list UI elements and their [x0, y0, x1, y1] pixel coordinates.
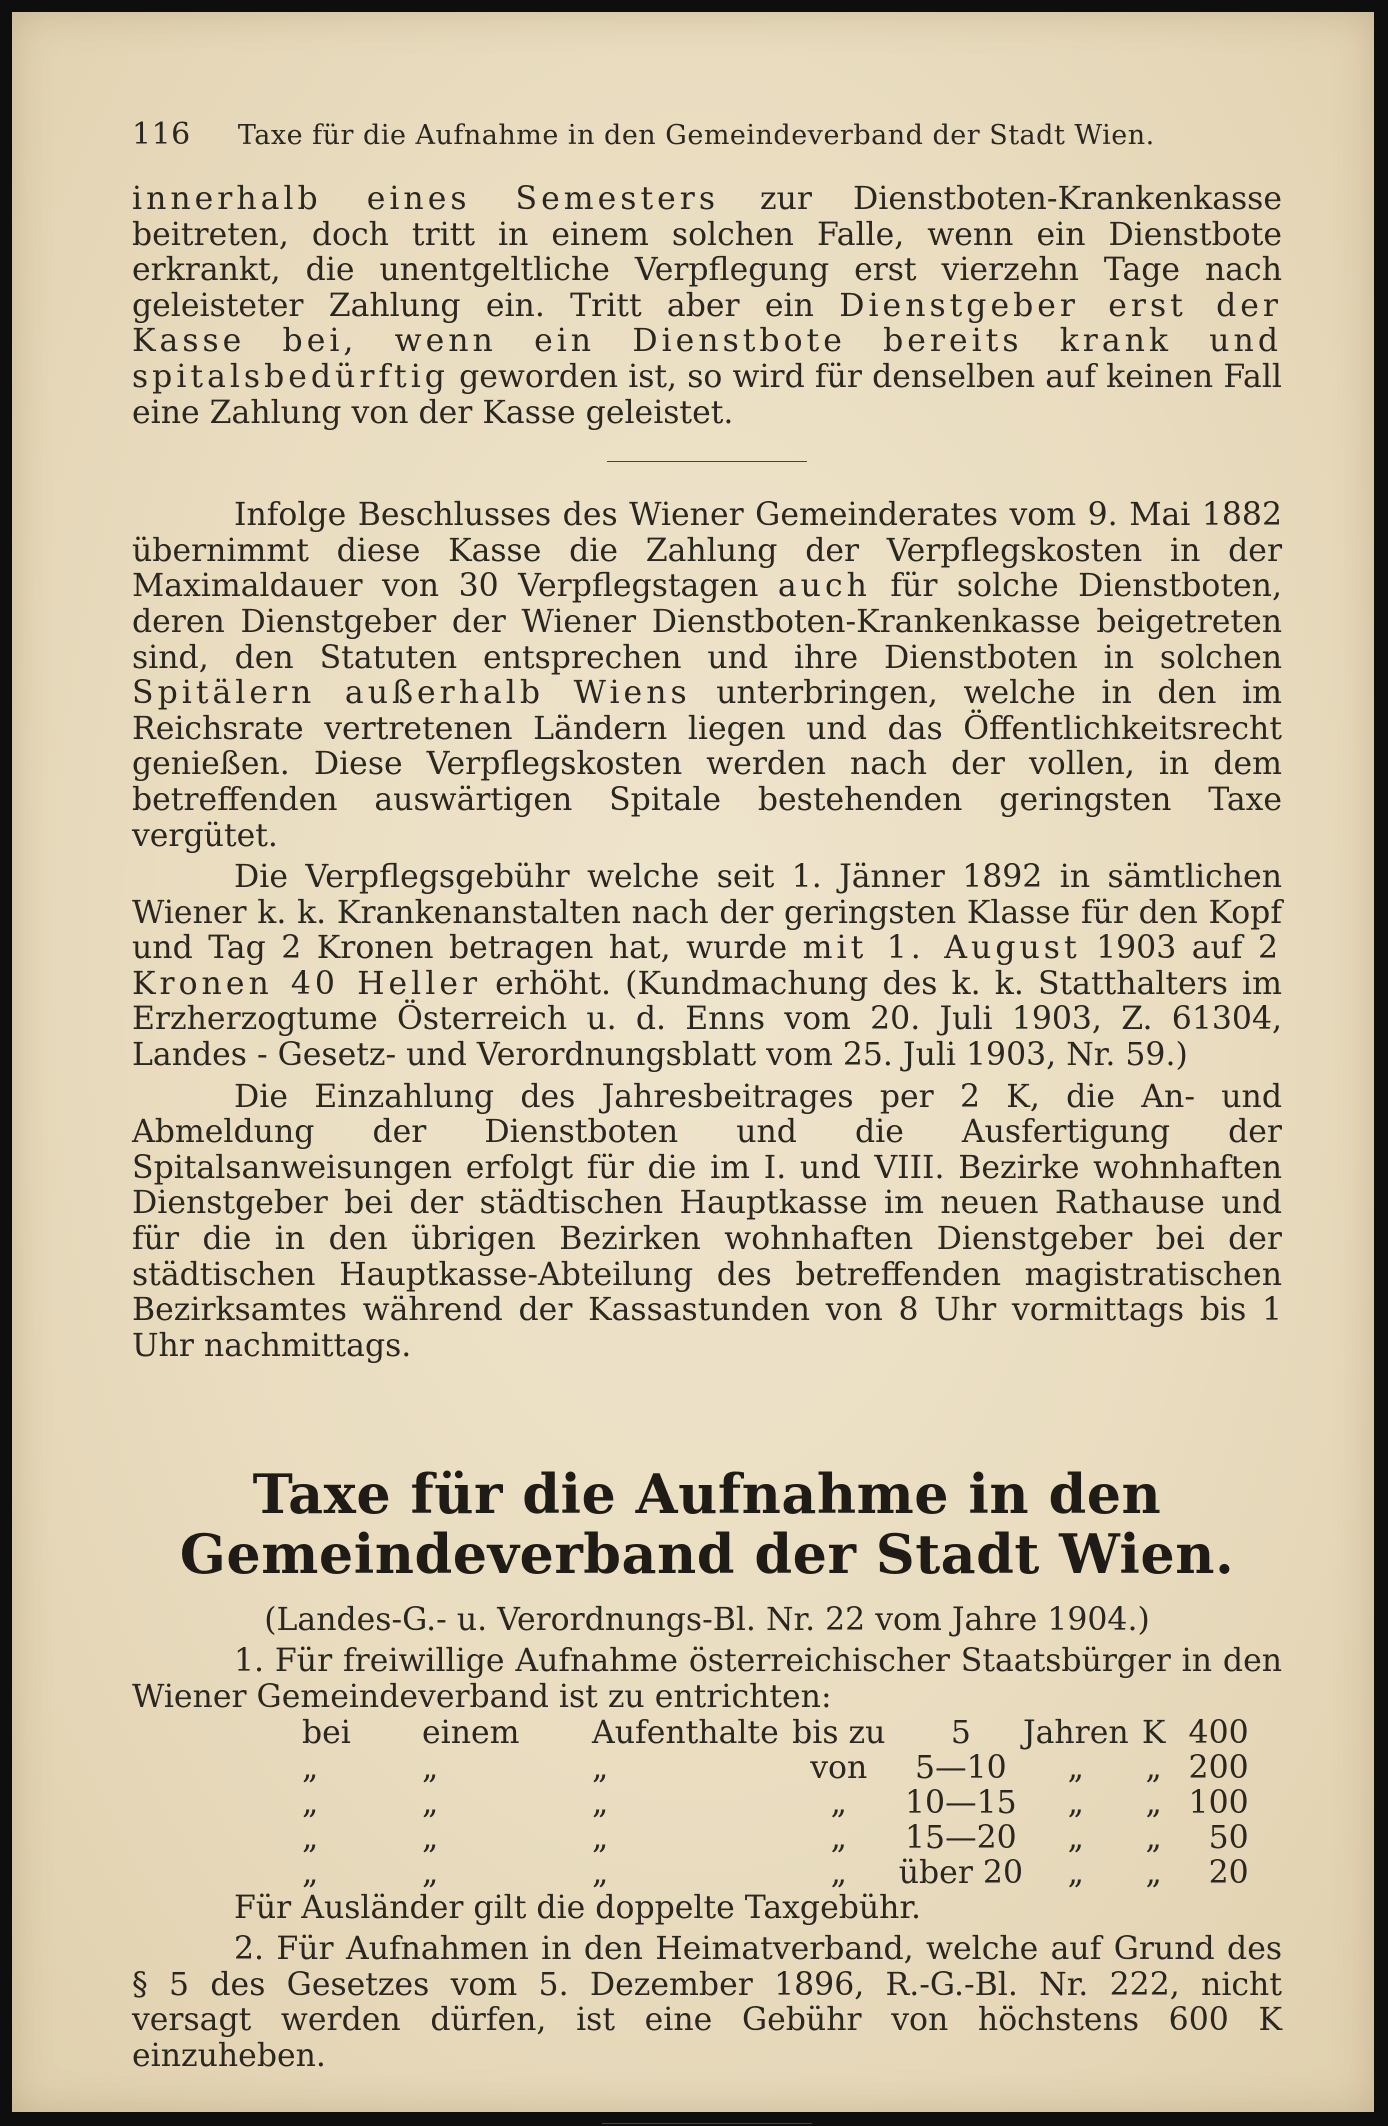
section-title: Taxe für die Aufnahme in den Gemeindeverband der Stadt Wien. — [179, 1462, 1235, 1587]
text-run: zur Dienstboten-Krankenkasse beitreten, doch tritt in einem solchen Falle, wenn ein Dienstbote erkrankt, die unentgeltliche Verpflegung erst vierzehn Tage nach geleisteter Zahlung ein. Tritt aber ein — [132, 181, 1282, 324]
table-cell: „ — [422, 1819, 439, 1856]
book-page — [12, 12, 1374, 2112]
text-run: für solche Dienstboten, deren Dienstgeber der Wiener Dienstboten-Krankenkasse beigetreten sind, den Statuten entsprechen und ihre Dienstboten in solchen — [132, 568, 1282, 676]
item-2: 2. Für Aufnahmen in den Heimatverband, welche auf Grund des § 5 des Gesetzes vom 5. Dezember 1896, R.-G.-Bl. Nr. 222, nicht versagt werden dürfen, ist eine Gebühr von höchstens 600 K einzuheben. — [132, 1931, 1282, 2074]
table-cell: „ — [422, 1854, 439, 1891]
table-cell: „ — [1145, 1749, 1162, 1786]
table-cell: bei — [302, 1714, 351, 1751]
table-cell: „ — [1067, 1819, 1084, 1856]
spaced-text: auch — [777, 568, 871, 605]
table-cell: „ — [1145, 1854, 1162, 1891]
table-cell: Jahren — [1022, 1714, 1129, 1751]
table-cell: Aufenthalte — [592, 1714, 779, 1751]
table-row — [302, 1821, 1249, 1856]
paragraph-1 — [132, 182, 1282, 431]
text-run: 1903 auf — [1080, 930, 1258, 967]
table-row — [302, 1786, 1249, 1821]
page-body — [132, 182, 1282, 2124]
table-cell: 15—20 — [905, 1819, 1017, 1856]
table-cell: „ — [422, 1784, 439, 1821]
table-cell: 10—15 — [905, 1784, 1017, 1821]
table-cell: „ — [830, 1784, 847, 1821]
table-cell: 50 — [1208, 1819, 1249, 1856]
paragraph-3 — [132, 860, 1282, 1074]
text-run: geworden ist, so wird für denselben auf keinen Fall eine Zahlung von der Kasse geleistet. — [132, 358, 1282, 431]
table-cell: „ — [302, 1819, 319, 1856]
spaced-text: Dienstgeber erst der Kasse bei, wenn ein Dienstbote bereits krank und spitalsbedürftig — [132, 287, 1282, 395]
paragraph-4: Die Einzahlung des Jahresbeitrages per 2 K, die An- und Abmeldung der Dienstboten und die Ausfertigung der Spitalsanweisungen erfolgt für die im I. und VIII. Bezirke wohnhaften Dienstgeber bei der städtischen Hauptkasse im neuen Rathause und für die in den übrigen Bezirken wohnhaften Dienstgeber bei der städtischen Hauptkasse-Abteilung des betreffenden magistratischen Bezirksamtes während der Kassastunden von 8 Uhr vormittags bis 1 Uhr nachmittags. — [132, 1078, 1282, 1364]
table-cell: bis zu — [792, 1714, 886, 1751]
text-run: unterbringen, welche in den im Reichsrate vertretenen Ländern liegen und das Öffentlichkeitsrecht genießen. Diese Verpflegskosten werden nach der vollen, in dem betreffenden auswärtigen Spitale bestehenden geringsten Taxe vergütet. — [132, 675, 1282, 854]
paragraph-2 — [132, 498, 1282, 854]
text-run: Infolge Beschlusses des Wiener Gemeinderates vom 9. Mai 1882 übernimmt diese Kasse die Zahlung der Verpflegskosten in der Maximaldauer von 30 Verpflegstagen — [132, 497, 1282, 605]
table-cell: „ — [1145, 1819, 1162, 1856]
table-cell: 200 — [1188, 1749, 1249, 1786]
tax-table — [302, 1716, 1249, 1891]
table-cell: „ — [302, 1854, 319, 1891]
table-cell: „ — [830, 1854, 847, 1891]
table-cell: „ — [592, 1819, 609, 1856]
spaced-text: 2 Kronen 40 Heller — [132, 930, 1282, 1002]
source-note: (Landes-G.- u. Verordnungs-Bl. Nr. 22 vom Jahre 1904.) — [264, 1602, 1150, 1639]
running-header — [132, 117, 1282, 152]
spaced-text: innerhalb eines Semesters — [132, 181, 719, 217]
foreigners-note: Für Ausländer gilt die doppelte Taxgebühr. — [234, 1889, 922, 1926]
page-number: 116 — [132, 117, 191, 152]
running-title: Taxe für die Aufnahme in den Gemeindeverband der Stadt Wien. — [237, 120, 1155, 151]
table-row — [302, 1716, 1249, 1751]
text-run: Die Verpflegsgebühr welche seit 1. Jänner 1892 in sämtlichen Wiener k. k. Krankenanstalten nach der geringsten Klasse für den Kopf und Tag 2 Kronen betragen hat, wurde — [132, 859, 1282, 967]
table-cell: „ — [592, 1749, 609, 1786]
table-cell: von — [810, 1749, 868, 1786]
table-cell: „ — [302, 1784, 319, 1821]
closing-divider — [602, 2123, 812, 2124]
table-cell: „ — [592, 1854, 609, 1891]
table-cell: 5 — [950, 1714, 971, 1751]
table-cell: „ — [1145, 1784, 1162, 1821]
table-cell: über 20 — [898, 1854, 1023, 1891]
table-cell: 100 — [1188, 1784, 1249, 1821]
table-cell: 5—10 — [915, 1749, 1007, 1786]
table-cell: 400 — [1188, 1714, 1249, 1751]
table-cell: „ — [830, 1819, 847, 1856]
table-row — [302, 1856, 1249, 1891]
section-divider — [607, 461, 807, 462]
text-run: erhöht. (Kundmachung des k. k. Statthalters im Erzherzogtume Österreich u. d. Enns vom 20. Juli 1903, Z. 61304, Landes - Gesetz- und Verordnungsblatt vom 25. Juli 1903, Nr. 59.) — [132, 965, 1282, 1074]
item-1-intro: 1. Für freiwillige Aufnahme österreichischer Staatsbürger in den Wiener Gemeindeverband ist zu entrichten: — [132, 1643, 1282, 1715]
spaced-text: mit 1. August — [802, 930, 1081, 967]
table-row — [302, 1751, 1249, 1786]
table-cell: einem — [422, 1714, 520, 1751]
spaced-text: Spitälern außerhalb Wiens — [132, 675, 691, 712]
table-cell: 20 — [1208, 1854, 1249, 1891]
table-cell: „ — [1067, 1854, 1084, 1891]
table-cell: „ — [1067, 1749, 1084, 1786]
table-cell: „ — [422, 1749, 439, 1786]
table-cell: „ — [592, 1784, 609, 1821]
table-cell: K — [1141, 1714, 1166, 1751]
table-cell: „ — [1067, 1784, 1084, 1821]
table-cell: „ — [302, 1749, 319, 1786]
